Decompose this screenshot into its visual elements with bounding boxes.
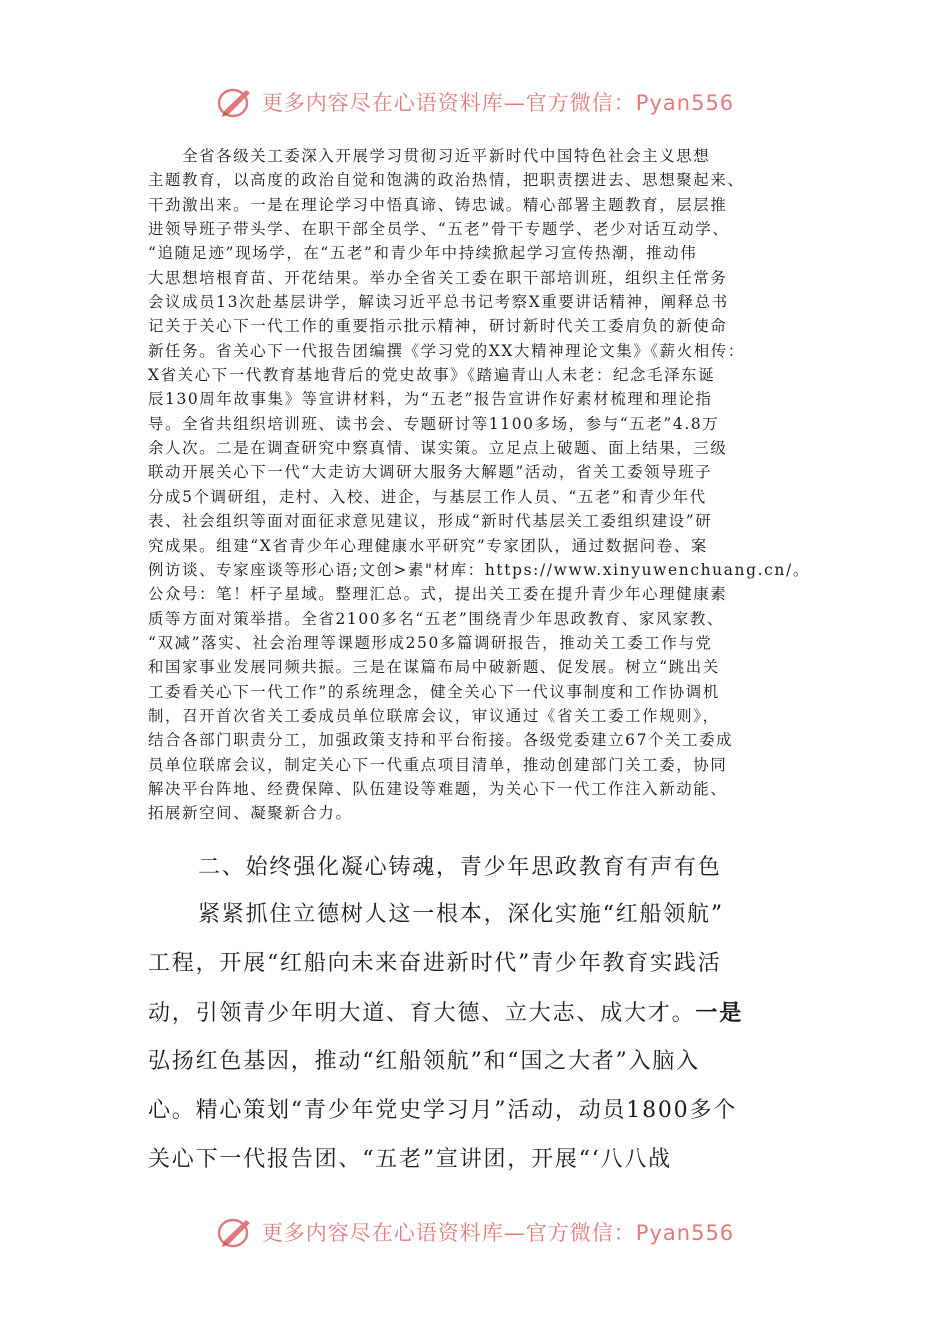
body-line: 质等方面对策举措。全省2100多名“五老”围绕青少年思政教育、家风家教、 — [148, 609, 725, 628]
body-line: 分成5个调研组，走村、入校、进企，与基层工作人员、“五老”和青少年代 — [148, 487, 707, 506]
body-line: 导。全省共组织培训班、读书会、专题研讨等1100多场，参与“五老”4.8万 — [148, 414, 720, 433]
watermark-banner-top — [0, 82, 950, 122]
body-line: 余人次。二是在调查研究中察真情、谋实策。立足点上破题、面上结果，三级 — [148, 439, 728, 458]
body-line: “追随足迹”现场学，在“五老”和青少年中持续掀起学习宣传热潮，推动伟 — [148, 244, 698, 263]
body-line: 拓展新空间、凝聚新合力。 — [148, 804, 353, 823]
body-line: 全省各级关工委深入开展学习贯彻习近平新时代中国特色社会主义思想 — [148, 147, 711, 165]
body-line: 辰130周年故事集》等宣讲材料，为“五老”报告宣讲作好素材梳理和理论指 — [148, 390, 713, 409]
body-line: 解决平台阵地、经费保障、队伍建设等难题，为关心下一代工作注入新动能、 — [148, 779, 728, 798]
body-line: X省关心下一代教育基地背后的党史故事》《踏遍青山人未老：纪念毛泽东诞 — [148, 366, 716, 385]
body-line: 干劲激出来。一是在理论学习中悟真谛、铸忠诚。精心部署主题教育，层层推 — [148, 195, 728, 214]
body-line: 联动开展关心下一代“大走访大调研大服务大解题”活动，省关工委领导班子 — [148, 463, 713, 482]
body-line: 会议成员13次赴基层讲学，解读习近平总书记考察X重要讲话精神，阐释总书 — [148, 293, 729, 312]
body-line: 进领导班子带头学、在职干部全员学、“五老”骨干专题学、老少对话互动学、 — [148, 220, 730, 239]
body-line: 究成果。组建“X省青少年心理健康水平研究”专家团队，通过数据问卷、案 — [148, 536, 708, 555]
body-line: 和国家事业发展同频共振。三是在谋篇布局中破新题、促发展。树立“跳出关 — [148, 658, 720, 677]
body-line: “双减”落实、社会治理等课题形成250多篇调研报告，推动关工委工作与党 — [148, 633, 713, 652]
watermark-text: 更多内容尽在心语资料库—官方微信：Pyan556 — [261, 91, 735, 115]
body-line: 制，召开首次省关工委成员单位联席会议，审议通过《省关工委工作规则》， — [148, 706, 720, 725]
pen-logo-icon — [216, 84, 256, 120]
body-line: 公众号：笔！杆子星域。整理汇总。式，提出关工委在提升青少年心理健康素 — [148, 585, 728, 604]
body-line: 记关于关心下一代工作的重要指示批示精神，研讨新时代关工委肩负的新使命 — [148, 317, 728, 336]
body-line: 员单位联席会议，制定关心下一代重点项目清单，推动创建部门关工委，协同 — [148, 755, 728, 774]
body-line: 表、社会组织等面对面征求意见建议，形成“新时代基层关工委组织建设”研 — [148, 512, 713, 531]
body-line: 大思想培根育苗、开花结果。举办全省关工委在职干部培训班，组织主任常务 — [148, 268, 728, 287]
body-line: 弘扬红色基因，推动“红船领航”和“国之大者”入脑入 — [148, 1049, 700, 1074]
pen-logo-icon — [216, 1214, 256, 1250]
section-heading: 二、始终强化凝心铸魂，青少年思政教育有声有色 — [198, 855, 722, 880]
bold-label: 一是 — [695, 1000, 744, 1026]
body-line: 紧紧抓住立德树人这一根本，深化实施“红船领航” — [198, 902, 724, 927]
body-text-large — [148, 898, 808, 1192]
body-line: 心。精心策划“青少年党史学习月”活动，动员1800多个 — [148, 1098, 738, 1123]
body-line: 工程，开展“红船向未来奋进新时代”青少年教育实践活 — [148, 951, 722, 976]
body-line: 新任务。省关心下一代报告团编撰《学习党的XX大精神理论文集》《薪火相传： — [148, 341, 745, 360]
body-text-small — [148, 144, 810, 826]
body-line: 主题教育，以高度的政治自觉和饱满的政治热情，把职责摆进去、思想聚起来、 — [148, 171, 745, 190]
body-line: 关心下一代报告团、“五老”宣讲团，开展“‘八八战 — [148, 1147, 672, 1172]
body-line — [148, 996, 808, 1045]
watermark-banner-bottom — [0, 1212, 950, 1252]
body-line: 工委看关心下一代工作”的系统理念，健全关心下一代议事制度和工作协调机 — [148, 682, 720, 701]
watermark-text: 更多内容尽在心语资料库—官方微信：Pyan556 — [261, 1221, 735, 1245]
body-line: 例访谈、专家座谈等形心语;文创>素"材库：https://www.xinyuwenchuang.cn/。 — [148, 560, 810, 579]
body-line-text: 动，引领青少年明大道、育大德、立大志、成大才。 — [148, 1001, 696, 1026]
body-line: 结合各部门职责分工，加强政策支持和平台衔接。各级党委建立67个关工委成 — [148, 731, 734, 750]
